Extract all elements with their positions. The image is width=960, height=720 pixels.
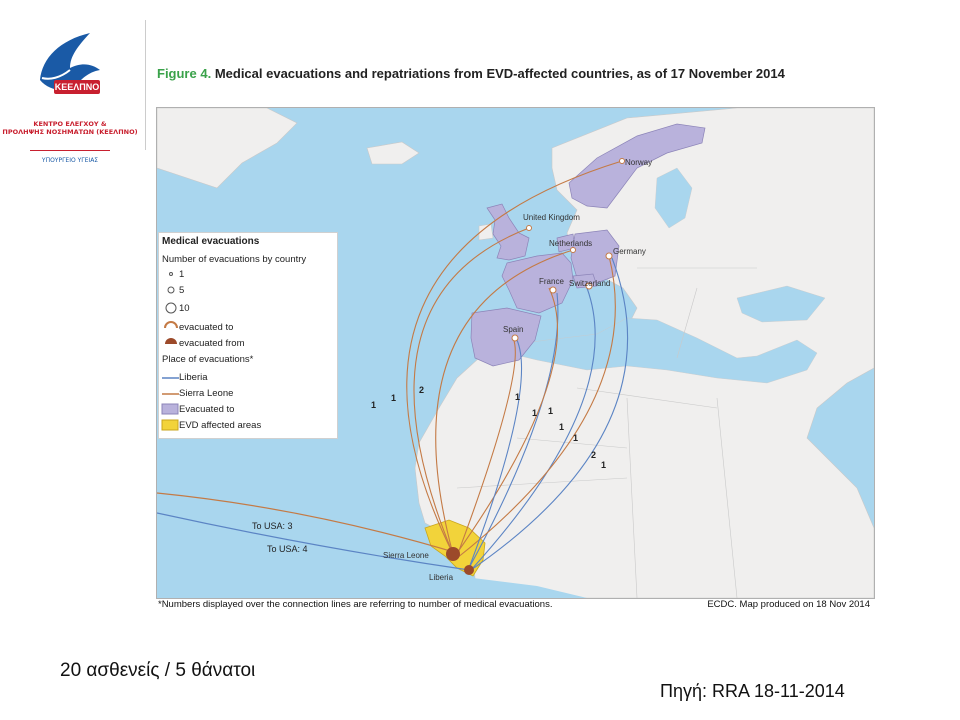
- evacuated-to-swatch: [162, 404, 178, 414]
- map-source: ECDC. Map produced on 18 Nov 2014: [707, 599, 870, 610]
- route-count: 1: [559, 422, 565, 432]
- route-count: 1: [391, 393, 397, 403]
- legend-evacuated-area: Evacuated to: [179, 404, 235, 415]
- legend-evd-areas: EVD affected areas: [179, 420, 262, 431]
- netherlands-marker: [571, 248, 576, 253]
- route-count: 2: [591, 450, 597, 460]
- germany-marker: [606, 253, 612, 259]
- map-legend: [158, 232, 338, 439]
- legend-place-heading: Place of evacuations*: [162, 354, 254, 365]
- evd-area-swatch: [162, 420, 178, 430]
- keelpno-logo: [0, 20, 146, 164]
- legend-heading: Medical evacuations: [162, 236, 260, 247]
- evacuated-from-icon: [165, 338, 177, 344]
- ministry-name: ΥΠΟΥΡΓΕΙΟ ΥΓΕΙΑΣ: [41, 157, 99, 164]
- dove-logo-icon: [30, 28, 110, 103]
- label-norway: Norway: [625, 158, 653, 167]
- size-10-icon: [166, 303, 176, 313]
- route-count: 2: [419, 385, 425, 395]
- route-count: 1: [532, 408, 538, 418]
- figure-title: [157, 66, 857, 81]
- label-usa-liberia: To USA: 4: [267, 544, 308, 554]
- legend-evacuated-from: evacuated from: [179, 338, 245, 349]
- legend-evacuated-to: evacuated to: [179, 322, 234, 333]
- route-count: 1: [515, 392, 521, 402]
- org-line-1: ΚΕΝΤΡΟ ΕΛΕΓΧΟΥ &: [33, 120, 107, 128]
- spain-marker: [512, 335, 518, 341]
- france-marker: [550, 287, 556, 293]
- logo-divider: [30, 150, 110, 151]
- figure-title-text: Medical evacuations and repatriations from EVD-affected countries, as of 17 November 2014: [214, 66, 785, 81]
- sierra-leone-marker: [446, 547, 460, 561]
- liberia-marker: [464, 565, 474, 575]
- route-count: 1: [573, 433, 579, 443]
- evacuated-to-icon: [165, 322, 177, 328]
- brand-text: ΚΕΕΛΠΝΟ: [54, 82, 100, 92]
- legend-size-1: 1: [179, 269, 185, 280]
- legend-sierra-leone: Sierra Leone: [179, 388, 234, 399]
- figure-label: Figure 4.: [157, 66, 212, 81]
- patient-stats: 20 ασθενείς / 5 θάνατοι: [60, 660, 256, 681]
- org-line-2: ΠΡΟΛΗΨΗΣ ΝΟΣΗΜΑΤΩΝ (ΚΕΕΛΠΝΟ): [2, 128, 138, 136]
- legend-size-10: 10: [179, 303, 190, 314]
- route-count: 1: [371, 400, 377, 410]
- uk-marker: [527, 226, 532, 231]
- map-footnote: *Numbers displayed over the connection lines are referring to number of medical evacuations.: [158, 599, 553, 610]
- label-germany: Germany: [613, 247, 646, 256]
- legend-size-5: 5: [179, 285, 185, 296]
- size-1-icon: [170, 273, 173, 276]
- org-name: [0, 120, 140, 136]
- label-uk: United Kingdom: [523, 213, 580, 222]
- legend-liberia: Liberia: [179, 372, 208, 383]
- legend-count-heading: Number of evacuations by country: [162, 254, 307, 265]
- label-usa-sierra: To USA: 3: [252, 521, 293, 531]
- label-spain: Spain: [503, 325, 524, 334]
- label-netherlands: Netherlands: [549, 239, 593, 248]
- label-liberia: Liberia: [429, 573, 454, 582]
- route-count: 1: [601, 460, 607, 470]
- norway-marker: [620, 159, 625, 164]
- slide-source: Πηγή: RRA 18-11-2014: [660, 681, 845, 701]
- label-france: France: [539, 277, 564, 286]
- label-switzerland: Switzerland: [569, 279, 611, 288]
- route-count: 1: [548, 406, 554, 416]
- size-5-icon: [168, 287, 174, 293]
- label-sierra-leone: Sierra Leone: [383, 551, 429, 560]
